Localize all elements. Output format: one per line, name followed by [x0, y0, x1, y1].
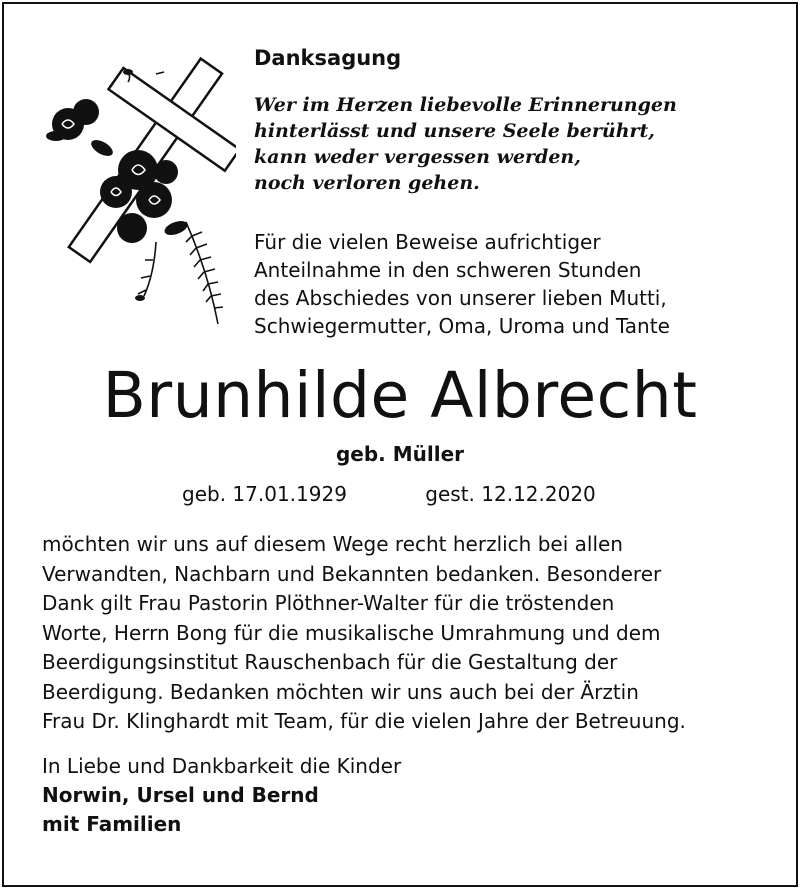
signers-names: Norwin, Ursel und Bernd	[42, 783, 319, 807]
quote-line: Wer im Herzen liebevolle Erinnerungen	[254, 94, 677, 116]
death-date: gest. 12.12.2020	[425, 482, 596, 506]
closing-line: In Liebe und Dankbarkeit die Kinder	[42, 754, 402, 778]
body-line: Beerdigung. Bedanken möchten wir uns auch bei der Ärztin	[42, 679, 639, 704]
thanks-text	[42, 530, 686, 737]
quote-line: hinterlässt und unsere Seele berührt,	[254, 120, 655, 142]
body-line: Worte, Herrn Bong für die musikalische Umrahmung und dem	[42, 620, 661, 645]
deceased-name: Brunhilde Albrecht	[102, 359, 698, 432]
intro-text	[254, 228, 670, 340]
heading: Danksagung	[254, 46, 402, 70]
quote-line: noch verloren gehen.	[254, 172, 480, 194]
intro-line: Schwiegermutter, Oma, Uroma und Tante	[254, 314, 670, 338]
body-line: Verwandten, Nachbarn und Bekannten bedanken. Besonderer	[42, 561, 662, 586]
birth-date: geb. 17.01.1929	[182, 482, 347, 506]
intro-line: des Abschiedes von unserer lieben Mutti,	[254, 286, 667, 310]
body-line: Frau Dr. Klinghardt mit Team, für die vielen Jahre der Betreuung.	[42, 709, 686, 733]
signers-families: mit Familien	[42, 812, 182, 836]
intro-line: Anteilnahme in den schweren Stunden	[254, 258, 642, 282]
quote-line: kann weder vergessen werden,	[254, 146, 581, 168]
cross-with-roses-icon	[36, 52, 236, 332]
body-line: Dank gilt Frau Pastorin Plöthner-Walter für die tröstenden	[42, 591, 615, 615]
signature-block	[42, 752, 401, 839]
intro-line: Für die vielen Beweise aufrichtiger	[254, 230, 601, 254]
body-line: möchten wir uns auf diesem Wege recht herzlich bei allen	[42, 532, 623, 556]
body-line: Beerdigungsinstitut Rauschenbach für die Gestaltung der	[42, 650, 618, 674]
life-dates	[182, 482, 596, 506]
maiden-name: geb. Müller	[335, 442, 465, 466]
memorial-quote	[254, 92, 677, 196]
